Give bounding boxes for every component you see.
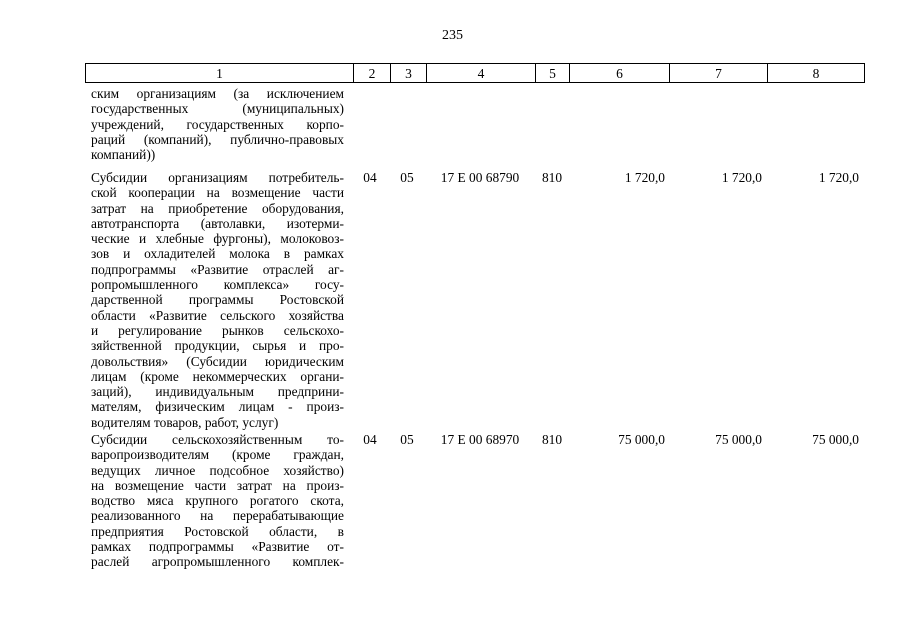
description-line: дарственной программы Ростовской [91, 292, 344, 308]
cell-year-3: 1 720,0 [818, 170, 859, 185]
cell-vr: 810 [541, 170, 563, 185]
cell-rz: 04 [363, 170, 377, 185]
table-header [85, 63, 865, 84]
description-line: водство мяса крупного рогатого скота, [91, 493, 344, 509]
description-line: рамках подпрограммы «Развитие от- [91, 539, 344, 555]
cell-csr: 17 Е 00 68790 [440, 170, 520, 185]
header-col-6: 6 [569, 63, 669, 83]
description-line: ской кооперации на возмещение части [91, 185, 344, 201]
header-col-8: 8 [767, 63, 865, 83]
description-line: ским организациям (за исключением [91, 86, 344, 101]
cell-year-3: 75 000,0 [812, 432, 859, 447]
description-line: зяйственной продукции, сырья и про- [91, 338, 344, 354]
description-line: и регулирование рынков сельскохо- [91, 322, 344, 338]
row-description [91, 432, 344, 570]
description-line: водителям товаров, работ, услуг) [91, 414, 279, 430]
description-line: ропромышленного комплекса» госу- [91, 277, 344, 293]
cell-rz: 04 [363, 432, 377, 447]
header-col-5: 5 [535, 63, 569, 83]
description-line: затрат на приобретение оборудования, [91, 200, 344, 216]
cell-year-1: 1 720,0 [624, 170, 665, 185]
header-col-2: 2 [353, 63, 390, 83]
description-line: ведущих личное подсобное хозяйство) [91, 462, 344, 478]
description-line: мателям, физическим лицам - произ- [91, 399, 344, 415]
description-line: раций (компаний), публично-правовых [91, 131, 344, 147]
header-col-3: 3 [390, 63, 426, 83]
row-description [91, 170, 344, 430]
cell-csr: 17 Е 00 68970 [440, 432, 520, 447]
header-col-1: 1 [85, 63, 353, 83]
description-line: лицам (кроме некоммерческих органи- [91, 368, 344, 384]
description-line: подпрограммы «Развитие отраслей аг- [91, 261, 344, 277]
description-line: на возмещение части затрат на произ- [91, 477, 344, 493]
description-line: зов и охладителей молока в рамках [91, 246, 344, 262]
cell-year-2: 1 720,0 [721, 170, 762, 185]
cell-prz: 05 [400, 432, 414, 447]
page-number: 235 [442, 28, 463, 43]
description-line: раслей агропромышленного комплек- [91, 554, 344, 570]
cell-prz: 05 [400, 170, 414, 185]
description-line: ческие и хлебные фургоны), молоковоз- [91, 231, 344, 247]
description-line: предприятия Ростовской области, в [91, 523, 344, 539]
cell-year-1: 75 000,0 [618, 432, 665, 447]
description-line: компаний)) [91, 147, 156, 163]
description-line: Субсидии сельскохозяйственным то- [91, 432, 344, 447]
description-line: области «Развитие сельского хозяйства [91, 307, 344, 323]
description-line: автотранспорта (автолавки, изотерми- [91, 215, 344, 231]
description-line: учреждений, государственных корпо- [91, 116, 344, 132]
row-description [91, 86, 344, 162]
cell-year-2: 75 000,0 [715, 432, 762, 447]
header-col-7: 7 [669, 63, 767, 83]
cell-vr: 810 [541, 432, 563, 447]
description-line: реализованного на перерабатывающие [91, 508, 344, 524]
description-line: варопроизводителям (кроме граждан, [91, 447, 344, 463]
description-line: Субсидии организациям потребитель- [91, 170, 344, 185]
header-col-4: 4 [426, 63, 535, 83]
description-line: довольствия» (Субсидии юридическим [91, 353, 344, 369]
description-line: государственных (муниципальных) [91, 101, 344, 117]
description-line: заций), индивидуальным предприни- [91, 384, 344, 400]
